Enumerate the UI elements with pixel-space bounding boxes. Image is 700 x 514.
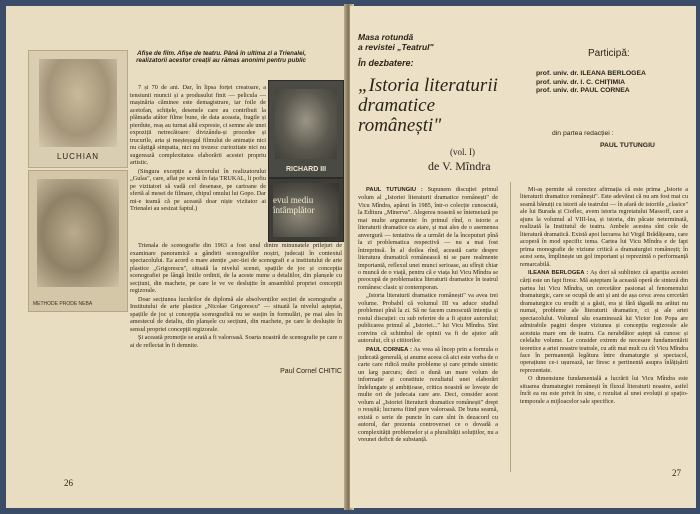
left-page	[6, 6, 348, 508]
right-page	[350, 6, 696, 508]
paragraph: (Singura excepție a decorului în realizatorului „Gulas", care, aflat pe scenă în fața TRUKAL, li pofiu pe vizitatori să vadă cel desenase, pe cartoane de sfertă al mesei de filmare, chipul omului lui Gopo. Dar mi-e teamă că pe această doar niște vizitator ai Trienalei au sesizat faptul.)	[130, 167, 266, 212]
speech-text: Aș dori să subliniez că apariția acestei cărți este un fapt firesc. Mă așteptam la această operă de sinteză din partea lui Vicu Mîndra, un cercetător pasionat al fenomenului dramaturgic, care se ocupă de ani și ani de așa ceva: avea cercetări dramaturgice cu erudit și a găsit, era și fără tăgadă nu arătut nu numai, probleme ale literaturii dramatice, ci și ale artei spectacolului. Volumul său examinează lui Victor Ion Popa are admirabile pagini despre viziunea și concepția regizorale ale acestuia mare om de teatru. Ca nerabdător aștept să cunosc și celelalte volume. Le consider extrem de necesare fundamentării teoretice a artei noastre teatrale, cu atît mai mult cu cît Vicu Mîndra face în permanență legătura între dramaturgie și spectacol, operațiune ce-i ușurează, iar firesc e pertinentă asupra înlățișării reprezentate.	[520, 268, 688, 374]
article-body-column	[130, 84, 266, 214]
book-author: de V. Mîndra	[428, 159, 491, 173]
film-poster-luchian	[28, 50, 128, 168]
speech-text: O dimensiune fundamentală a lucrării lui Vicu Mîndra este situarea dramaturgiei românești în fluxul literaturii noastre, astfel încît ea nu este privit în sine, c rezultat al unei evoluții și spațio-temporale a mijloacelor sale specifice.	[520, 375, 688, 405]
discussion-paragraph	[520, 269, 688, 374]
speaker-name: PAUL TUTUNGIU :	[366, 187, 423, 193]
poster-illustration	[37, 179, 119, 287]
speech-text: Supunem discuției primul volum al „Istoriei literaturii dramatice românești" de Vicu Mîndra, apărut în 1985, într-o colecție cunoscută, la Editura „Minerva". Alegerea noastră se întemeiază pe mai multe argumente: în primul rînd, o istorie a literaturii dramatice ca atare, și mai ales de o asemenea anvergură — tentativa de a urmări de la începuturi pînă la zi problematica respectivă — nu a mai fost întreprinsă. În al doilea rînd, această carte despre literatura dramatică românească ni se pare realmente importantă, reflexul unei munci serioase, au sfîrșit chiar o muncă de o viață, pentru că e viața lui Vicu Mîndra se preocupă de problematica literaturii dramatice în teatrul românesc clasic și contemporan.	[358, 186, 498, 291]
volume-label: (vol. I)	[450, 147, 475, 157]
poster-title: LUCHIAN	[56, 152, 100, 161]
discussion-column-2	[520, 186, 688, 406]
participants-list	[536, 70, 694, 96]
participant: prof. univ. dr. I. C. CHIȚIMIA	[536, 78, 625, 86]
discussion-paragraph	[520, 375, 688, 405]
participants-label: Participă:	[588, 48, 630, 59]
participant: prof. univ. dr. ILEANA BERLOGEA	[536, 70, 646, 77]
section-subheader: În dezbatere:	[358, 58, 414, 68]
discussion-paragraph	[358, 346, 498, 444]
poster-caption: METHODE PRODE NEBA	[33, 301, 93, 307]
paragraph: Și această promoție se arată a fi valoroasă. Soarta noastră de scenografie pe care o ai de reflectat în fi demnite.	[130, 334, 342, 349]
article-body-wide	[130, 242, 342, 350]
discussion-column-1	[358, 186, 498, 444]
poster-illustration	[275, 89, 337, 159]
poster-evul-mediu	[268, 178, 344, 242]
discussion-paragraph	[358, 186, 498, 291]
speaker-name: PAUL CORNEA :	[366, 346, 412, 353]
discussion-paragraph	[358, 292, 498, 344]
poster-title: evul mediu întâmplător	[273, 195, 315, 215]
speech-text: „Istoria literaturii dramatice românești" va avea trei volume. Probabil că volumul III va aduce studiul problemei pînă la zi. Să ne facem cunoscută intenția și rostul discuției: cu sub referire de a fi ajutor autorului; publicarea primul al „Istoriei..." lui Vicu Mîndra. Sînt convins că schimbul de opinii va fi de ajutor atît autorului, cît și cititorilor.	[358, 292, 498, 345]
paragraph: Trienala de scenografie din 1963 a fost unul dintre minunatele prilejuri de examinare panoramică a gândirii scenografilor noștri, judecați în contextul spectacolului. Ea acord o mare atenție „sec-tiei de scenografi e a institutului de arte plastice „Grigorescu", situată la nivelul scenei, spațiile de joc și concepția scenografiei pe lângă liniile ordinii, de la aceste nume a detaliilor, din planșele cu secțiuni, din machete, pe care le ve ve desluțite în ansamblul propriei concepții regizorale.	[130, 242, 342, 294]
participant: prof. univ. dr. PAUL CORNEA	[536, 87, 630, 95]
discussion-paragraph	[520, 186, 688, 268]
page-number: 27	[672, 468, 681, 478]
header-line: a revistei „Teatrul"	[358, 42, 434, 52]
editorial-label: din partea redacției :	[552, 130, 614, 137]
speaker-name: ILEANA BERLOGEA :	[528, 269, 589, 276]
paragraph: Doar secțiunea lucrărilor de diplomă ale absolvenților secției de scenografie a Institutului de arte plastice „Nicolae Grigorescu" — situată la nivelul așteptat, spațiile de joc și concepția scenografică nu se susțin în formulări, pe mai ales în amestecul de detaliu, din planșele cu secțiuni, din machete, pe care le deslușite în sensul propriei concepții regizorale.	[130, 295, 342, 333]
speech-text: As vrea să încep prin a formula o judecată generală, și anume aceea că aici este vorba de o carte care ridică multe probleme și care prinde sintetic un larg parcurs; deci o dună un mare volum de informație și constituie rezultatul unei elaborări îndelungate și ambițioase, critica noastră se lovește de multe ori de judecata care are. Deci, consider acest volum al „Istoriei literaturii dramatice românești" drept o reușită; lucrarea fiind pure valoroasă. De buna seamă, există o serie de puncte în care sînt în dezacord cu autorul, dar prezenta controversei ce o dovadă a complexității problemelor și a pluralității soluțiilor, nu a vreunei deficit de substanță.	[358, 345, 498, 443]
theatre-poster	[28, 170, 128, 312]
posters-caption: Afișe de film. Afișe de teatru. Până în ultima zi a Trienalei, realizatorii acestor creații au rămas anonimi pentru public	[136, 50, 306, 65]
poster-richard-iii	[268, 80, 344, 178]
page-number: 26	[64, 478, 73, 488]
author-signature: Paul Cornel CHITIC	[280, 368, 342, 375]
poster-illustration	[39, 59, 117, 147]
poster-title: RICHARD III	[285, 166, 327, 173]
column-divider	[510, 182, 511, 472]
article-title: „Istoria literaturii dramatice românești"	[358, 75, 498, 136]
editorial-name: PAUL TUTUNGIU	[600, 142, 655, 149]
header-line: Masa rotundă	[358, 32, 414, 42]
paragraph: 7 și 70 de ani. Dar, în lipsa forței creatoare, a tensiunii muncii și a produsului finit — pelicula — mașinăria căminee este demagistrare, iar foile de acetofan, schițele, desenele care au contribuit la plămada atâtor filme bune, de data aceasta, fragile și pierdute, reaș au turnat altă expresie, ci semne ale unei expoziții netrecătoare: divizându-și procedee și trucurile, arta și meșteșugul filmului de animație nici nu căștigă simpatia, nici nu trezesc curiozitate nici nu sugerează complexitatea elaborării acestei propriu artistic.	[130, 84, 266, 166]
speech-text: Mi-aș permite să corectez afirmația că este prima „Istorie a literaturii dramatice românești". Este adevărat că nu am fost mai cu seamă bănuiți cu istorii ale teatrului — în afară de istoriile „clasice" ale lui Burada și Cioflec, avem istoria regretatului Massoff, care a ajuns la volumul al VIII-lea, și istoria, din păcate neterminată, realizată la Institutul de teatru. Ambele acestea sînt cele de literatură dramatică. Există apoi lucrarea lui Virgil Brădățeanu, care acoperă în mod specific tema. Cartea lui Vicu Mîndra e de fapt prima monografie de viziune critică a dramaturgiei românești; în acest sens, împlinește un gol important și reprezintă o performanță remarcabilă.	[520, 186, 688, 268]
section-header	[358, 32, 434, 52]
